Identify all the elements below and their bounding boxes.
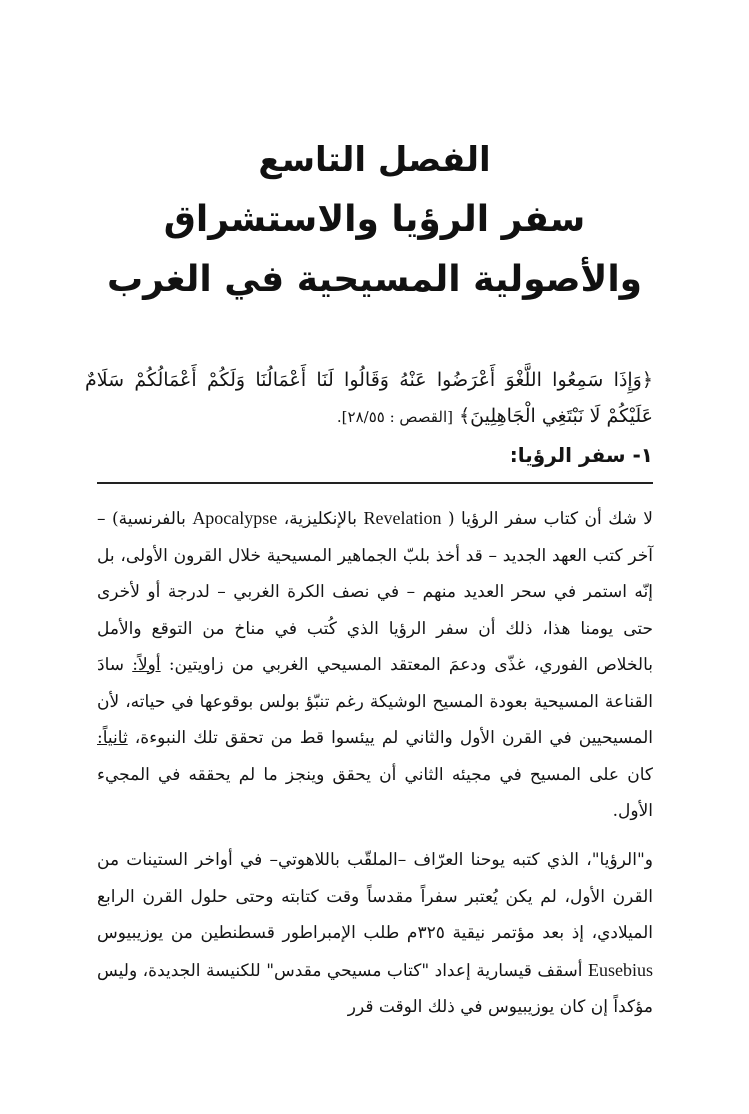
para2-text-a: و"الرؤيا"، الذي كتبه يوحنا العرّاف –الملقّب باللاهوتي– في أواخر الستينات من القرن الأول، لم يكن يُعتبر سفراً مقدساً وقت كتابته وحتى حلول القرن الرابع الميلادي، إذ بعد مؤتمر نيقية ٣٢٥م طلب الإمبراطور قسطنطين من يوزيبيوس	[97, 850, 653, 943]
para1-text-d: سادَ القناعة المسيحية بعودة المسيح الوشيكة رغم تنبّؤ بولس بوقوعها في حياته، لأن المسيحيين في القرن الأول والثاني لم ييئسوا قط من تحقق تلك النبوءة،	[97, 655, 654, 748]
para1-text-e: كان على المسيح في مجيئه الثاني أن يحقق وينجز ما لم يحققه في المجيء الأول.	[97, 764, 653, 821]
section-divider	[97, 482, 653, 484]
chapter-title-block	[0, 130, 749, 310]
para1-latin-revelation: Revelation	[363, 508, 442, 528]
para2-latin-eusebius: Eusebius	[588, 959, 653, 980]
para2-text-b: أسقف قيسارية إعداد "كتاب مسيحي مقدس" للكنيسة الجديدة، وليس مؤكداً إن كان يوزيبيوس في ذلك الوقت قرر	[97, 960, 653, 1017]
verse-text: ﴿وَإِذَا سَمِعُوا اللَّغْوَ أَعْرَضُوا عَنْهُ وَقَالُوا لَنَا أَعْمَالُنَا وَلَكُمْ أَعْمَالُكُمْ سَلَامٌ عَلَيْكُمْ لَا نَبْتَغِي الْجَاهِلِينَ﴾	[85, 369, 653, 427]
body-paragraph-1	[97, 500, 653, 830]
para1-latin-apocalypse: Apocalypse	[192, 508, 278, 528]
para1-lead-first: أولاً:	[132, 655, 161, 675]
para1-text-a: لا شك أن كتاب سفر الرؤيا (	[447, 509, 653, 529]
chapter-title-line-2: سفر الرؤيا والاستشراق	[163, 199, 586, 240]
para1-text-b: بالإنكليزية،	[283, 509, 357, 529]
para1-text-c: بالفرنسية) – آخر كتب العهد الجديد – قد أخذ بلبّ الجماهير المسيحية خلال القرون الأولى، بل إنّه استمر في سحر العديد منهم – في نصف الكرة الغربي – لدرجة أو لأخرى حتى يومنا هذا، ذلك أن سفر الرؤيا الذي كُتب في مناخ من التوقع والأمل بالخلاص الفوري، غذّى ودعمَ المعتقد المسيحي الغربي من زاويتين:	[97, 509, 654, 675]
chapter-title-line-3: والأصولية المسيحية في الغرب	[106, 259, 643, 300]
section-heading: ١- سفر الرؤيا:	[509, 443, 653, 467]
para1-lead-second: ثانياً:	[97, 728, 128, 748]
quran-verse	[85, 362, 653, 435]
chapter-number-title: الفصل التاسع	[258, 140, 491, 180]
body-paragraph-2	[97, 842, 653, 1026]
verse-reference: [القصص : ٢٨/٥٥].	[336, 408, 453, 426]
